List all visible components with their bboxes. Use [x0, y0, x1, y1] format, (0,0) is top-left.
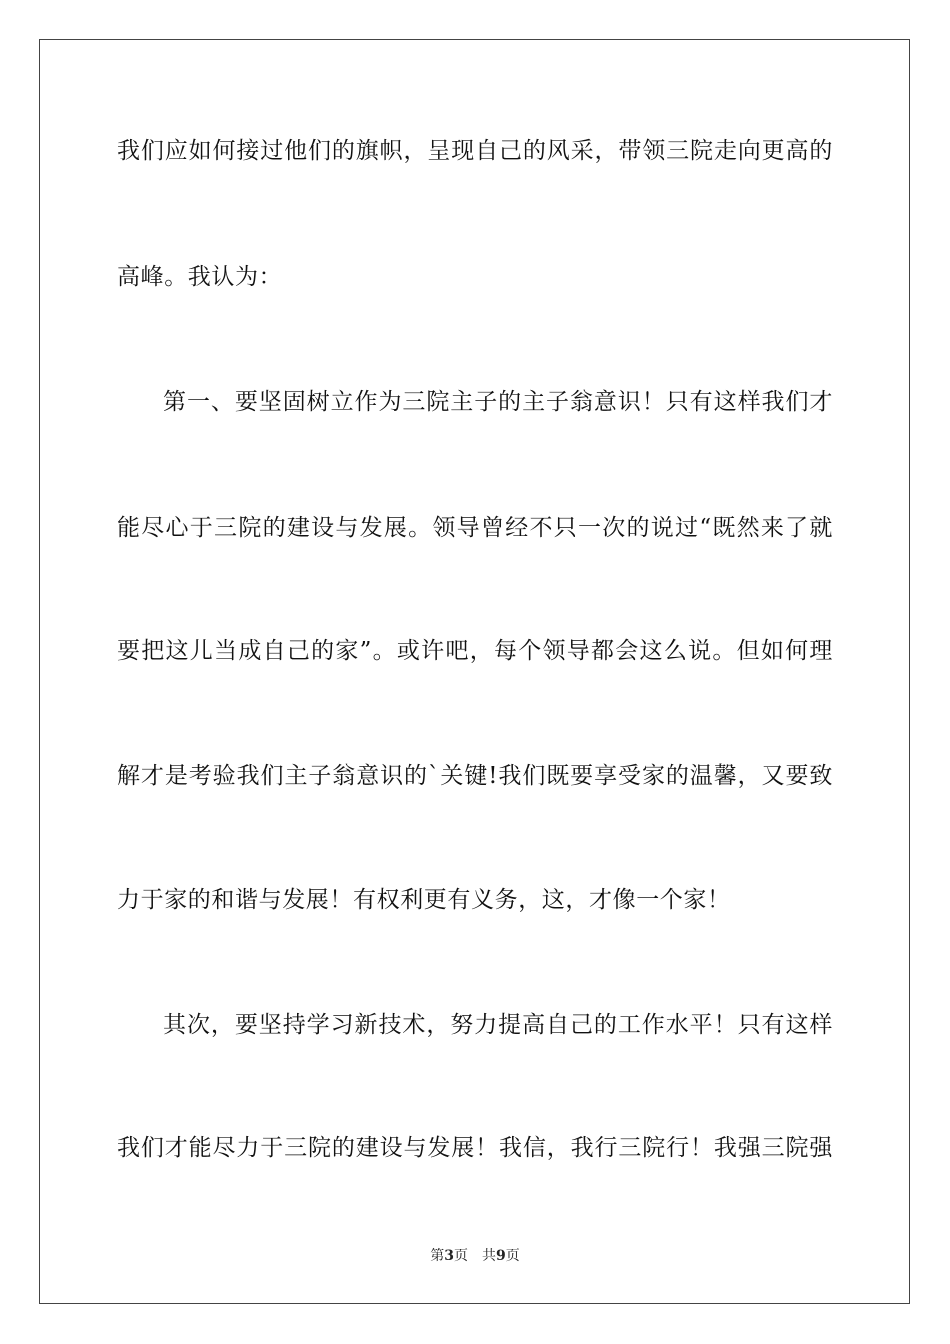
page-suffix: 页	[454, 1248, 468, 1264]
total-suffix: 页	[505, 1248, 520, 1264]
total-page-number: 9	[496, 1248, 506, 1264]
current-page-number: 3	[444, 1248, 454, 1264]
paragraph-line-1: 我们应如何接过他们的旗帜，呈现自己的风采，带领三院走向更高的	[117, 138, 833, 164]
paragraph-line-5: 要把这儿当成自己的家”。或许吧，每个领导都会这么说。但如何理	[117, 638, 833, 664]
total-prefix: 共	[482, 1248, 496, 1264]
paragraph-line-8: 其次，要坚持学习新技术，努力提高自己的工作水平！只有这样	[163, 1012, 833, 1038]
paragraph-line-2: 高峰。我认为：	[117, 264, 283, 290]
page-border	[39, 39, 910, 1304]
paragraph-line-3: 第一、要坚固树立作为三院主子的主子翁意识！只有这样我们才	[163, 389, 833, 415]
paragraph-line-4: 能尽心于三院的建设与发展。领导曾经不只一次的说过“既然来了就	[117, 515, 833, 541]
page-prefix: 第	[430, 1248, 445, 1264]
paragraph-line-9: 我们才能尽力于三院的建设与发展！我信，我行三院行！我强三院强	[117, 1135, 833, 1161]
page-number-footer	[0, 1247, 950, 1265]
paragraph-line-7: 力于家的和谐与发展！有权利更有义务，这，才像一个家！	[117, 887, 731, 913]
paragraph-line-6: 解才是考验我们主子翁意识的`关键!我们既要享受家的温馨，又要致	[117, 763, 833, 789]
